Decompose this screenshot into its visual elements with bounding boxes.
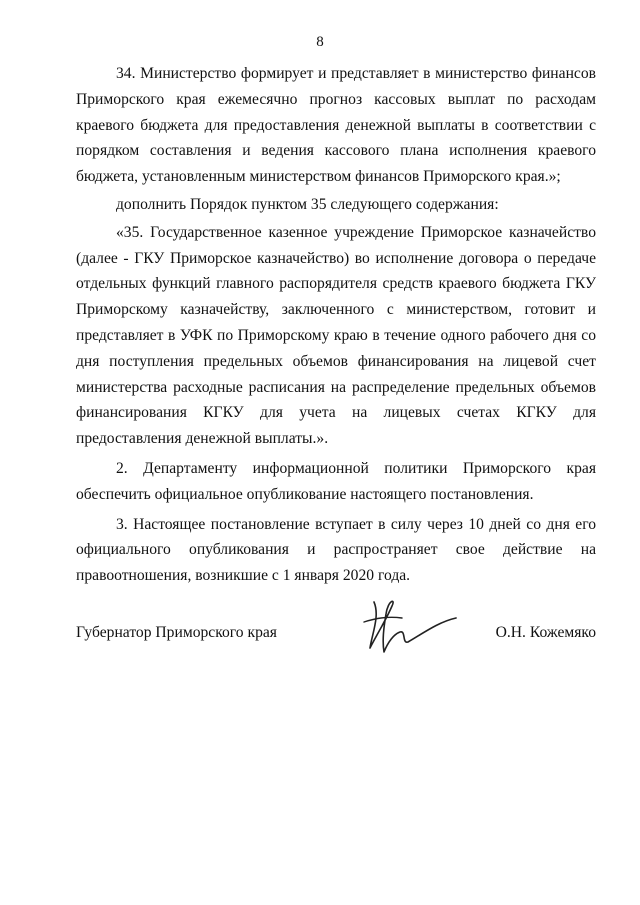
handwritten-signature bbox=[362, 596, 462, 658]
signatory-position: Губернатор Приморского края bbox=[76, 624, 277, 641]
paragraph-amendment-intro: дополнить Порядок пунктом 35 следующего содержания: bbox=[116, 195, 499, 213]
signatory-name: О.Н. Кожемяко bbox=[495, 624, 596, 641]
paragraph-clause-3: 3. Настоящее постановление вступает в силу через 10 дней со дня его официального опубликования и распространяет свое действие на правоотношения, возникшие с 1 января 2020 года. bbox=[76, 515, 596, 585]
document-body bbox=[76, 61, 596, 589]
paragraph-item-34: 34. Министерство формирует и представляет в министерство финансов Приморского края ежемесячно прогноз кассовых выплат по расходам краевого бюджета для предоставления денежной выплаты в соответствии с порядком составления и ведения кассового плана исполнения краевого бюджета, установленным министерством финансов Приморского края.»; bbox=[76, 65, 596, 186]
paragraph-item-35: «35. Государственное казенное учреждение Приморское казначейство (далее - ГКУ Приморское казначейство) во исполнение договора о передаче отдельных функций главного распорядителя средств краевого бюджета ГКУ Приморскому казначейству, заключенного с министерством, готовит и представляет в УФК по Приморскому краю в течение одного рабочего дня со дня поступления предельных объемов финансирования на лицевой счет министерства расходные расписания на распределение предельных объемов финансирования КГКУ для учета на лицевых счетах КГКУ для предоставления денежной выплаты.». bbox=[76, 223, 596, 448]
paragraph-clause-2: 2. Департаменту информационной политики Приморского края обеспечить официальное опубликование настоящего постановления. bbox=[76, 459, 596, 503]
signature-block bbox=[76, 610, 596, 670]
page-number: 8 bbox=[316, 34, 324, 50]
